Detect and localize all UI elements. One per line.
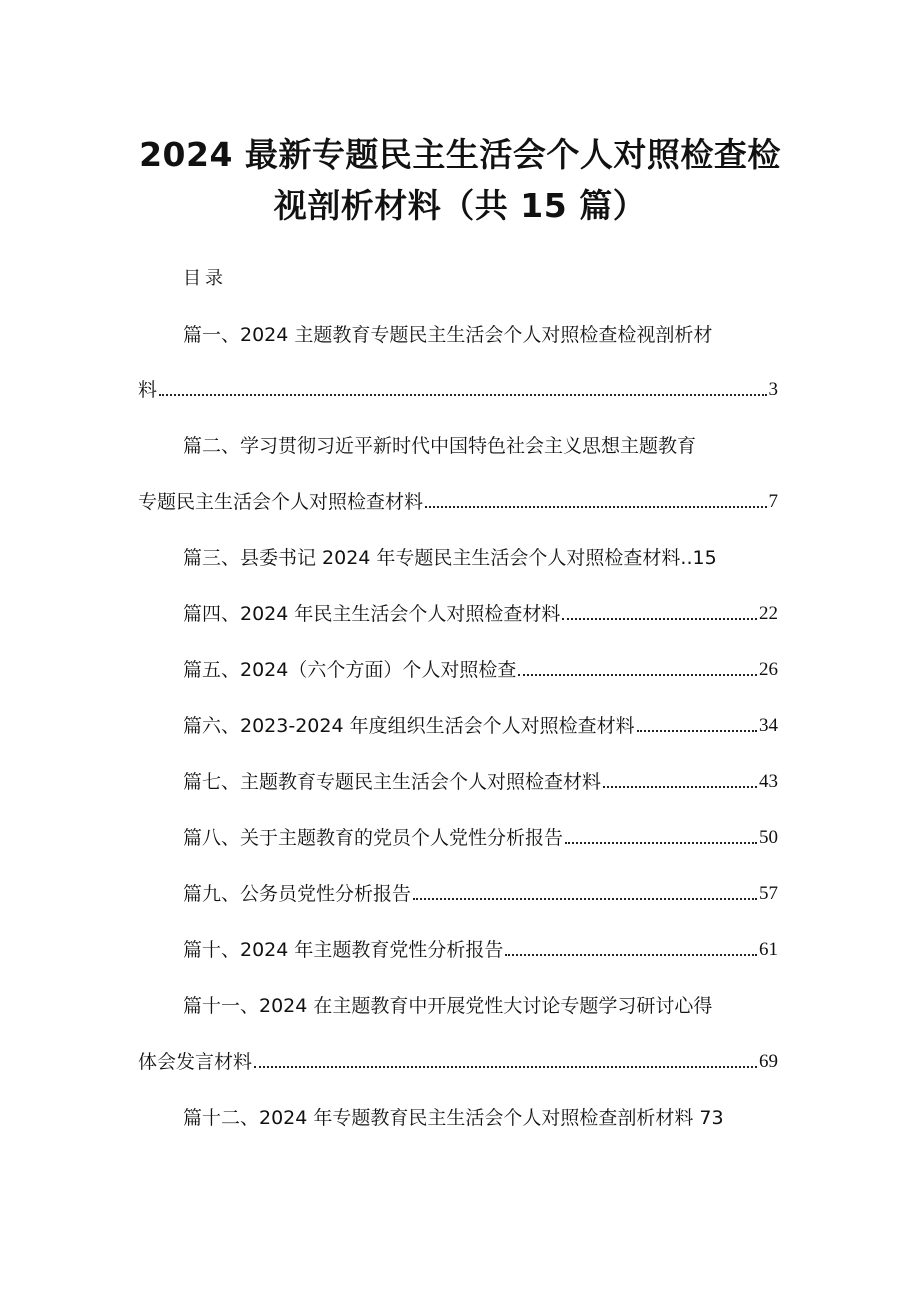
toc-entry-12[interactable]: 篇十二、2024 年专题教育民主生活会个人对照检查剖析材料 73 [183,1107,724,1129]
toc-entry-7-text: 篇七、主题教育专题民主生活会个人对照检查材料 [183,771,602,793]
toc-entry-6[interactable] [183,712,778,740]
toc-entry-8-text: 篇八、关于主题教育的党员个人党性分析报告 [183,827,564,849]
toc-entry-11-text: 体会发言材料 [138,1051,253,1073]
document-title-line-2: 视剖析材料（共 15 篇） [273,186,647,225]
toc-entry-5-text: 篇五、2024（六个方面）个人对照检查 [183,659,517,681]
dot-leader [425,506,766,508]
toc-entry-6-text: 篇六、2023-2024 年度组织生活会个人对照检查材料 [183,715,635,737]
dot-leader [562,618,757,620]
toc-entry-5[interactable] [183,656,778,684]
toc-entry-11-line-2[interactable] [138,1048,778,1076]
toc-entry-4[interactable] [183,600,778,628]
dot-leader [505,954,757,956]
document-title-line-1: 2024 最新专题民主生活会个人对照检查检 [139,135,781,174]
toc-entry-10[interactable] [183,936,778,964]
toc-entry-7[interactable] [183,768,778,796]
toc-entry-2-text: 专题民主生活会个人对照检查材料 [138,491,424,513]
toc-entry-2-line-2[interactable] [138,488,778,516]
toc-entry-5-page: 26 [759,659,778,680]
toc-entry-10-page: 61 [759,939,778,960]
dot-leader [413,898,757,900]
toc-entry-11-line-1[interactable]: 篇十一、2024 在主题教育中开展党性大讨论专题学习研讨心得 [183,995,713,1017]
toc-entry-9-page: 57 [759,883,778,904]
toc-entry-8[interactable] [183,824,778,852]
dot-leader [565,842,757,844]
toc-entry-1-line-1[interactable]: 篇一、2024 主题教育专题民主生活会个人对照检查检视剖析材 [183,324,713,346]
dot-leader [637,730,757,732]
toc-entry-1-page: 3 [768,379,778,400]
toc-entry-9[interactable] [183,880,778,908]
toc-entry-11-page: 69 [759,1051,778,1072]
toc-entry-10-text: 篇十、2024 年主题教育党性分析报告 [183,939,504,961]
dot-leader [603,786,757,788]
dot-leader [518,674,757,676]
toc-entry-2-page: 7 [768,491,778,512]
toc-entry-2-line-1[interactable]: 篇二、学习贯彻习近平新时代中国特色社会主义思想主题教育 [183,435,697,457]
toc-entry-8-page: 50 [759,827,778,848]
toc-heading: 目录 [183,268,227,289]
toc-entry-1-line-2[interactable] [138,376,778,404]
dot-leader [159,394,766,396]
toc-entry-9-text: 篇九、公务员党性分析报告 [183,883,412,905]
toc-entry-4-page: 22 [759,603,778,624]
toc-entry-3[interactable]: 篇三、县委书记 2024 年专题民主生活会个人对照检查材料..15 [183,547,717,569]
toc-entry-4-text: 篇四、2024 年民主生活会个人对照检查材料 [183,603,561,625]
dot-leader [254,1066,757,1068]
toc-entry-7-page: 43 [759,771,778,792]
toc-entry-1-text: 料 [138,379,158,401]
toc-entry-6-page: 34 [759,715,778,736]
